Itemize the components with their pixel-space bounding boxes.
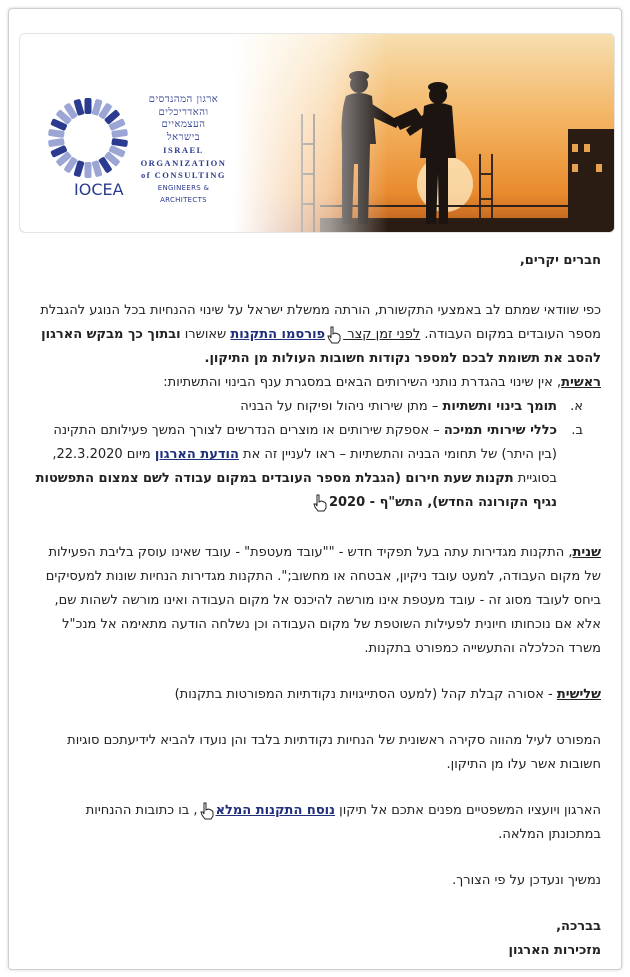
- list-item-text: מיום 22.3.2020, בסוגיית: [52, 447, 557, 486]
- list-item: [31, 395, 601, 419]
- hand-cursor-icon: [325, 326, 343, 344]
- first-label: ראשית: [561, 375, 601, 390]
- list-marker: א.: [570, 399, 583, 414]
- regulation-title-link[interactable]: תקנות שעת חירום (הגבלת מספר העובדים במקום עבודה לשם צמצום התפשטות נגיף הקורונה החדש), התש"ף - 2020: [35, 471, 557, 510]
- logo-ring-segment: [111, 129, 128, 138]
- logo-hebrew-line: ארגון המהנדסים: [148, 94, 219, 105]
- second-text: , התקנות מגדירות עתה בעל תפקיד חדש - ""עובד מעטפת" - עובד שאינו עוסק בליבת הפעילות של מקום העבודה, למעט עובד ניקיון, אבטחה או מחשוב;". התקנות מגדירות הנחיות שונות למעסיקים ביחס לעובד מסוג זה - עובד מעטפת אינו מורשה להיכנס אל מקום העבודה ואינו מורשה לשהות שם, אלא אם נוכחותו חיונית לפעילות השוטפת של מקום העבודה וכן נשלחה הודעה מתאימה אל מנכ"ל משרד הכלכלה והתעשייה כמפורט בתקנות.: [45, 545, 601, 656]
- list-item-title: תומך בינוי ותשתיות: [442, 399, 557, 414]
- second-label: שנית: [572, 545, 601, 560]
- logo-hebrew-line: העצמאיים: [161, 119, 206, 130]
- logo-english-line: ENGINEERS & ARCHITECTS: [157, 183, 210, 204]
- regulations-published-link[interactable]: פורסמו התקנות: [230, 327, 326, 342]
- logo-hebrew-line: בישראל: [166, 131, 201, 143]
- advisors-text: הארגון ויועציו המשפטיים מפנים אתכם אל תיקון: [335, 803, 601, 818]
- first-point: [31, 371, 601, 395]
- logo-hebrew-line: והאדריכלים: [158, 106, 209, 118]
- full-regulations-link[interactable]: נוסח התקנות המלא: [215, 803, 336, 818]
- first-text: , אין שינוי בהגדרת נותני השירותים הבאים במסגרת ענף הבינוי והתשתיות:: [163, 375, 562, 390]
- email-body: [31, 249, 601, 963]
- third-label: שלישית: [556, 687, 601, 702]
- summary-paragraph: המפורט לעיל מהווה סקירה ראשונית של הנחיות נקודתיות בלבד והן נועדו להביא לידיעתכם סוגיות חשובות אשר עלו מן התיקון.: [67, 733, 601, 772]
- logo-ring-segment: [48, 129, 65, 138]
- logo-ring-segment: [48, 138, 65, 147]
- advisors-text: , בו כתובות ההנחיות במתכונתן המלאה.: [85, 803, 601, 842]
- hand-cursor-icon: [198, 802, 216, 820]
- intro-text: שאושרו: [180, 327, 231, 342]
- followup-text: נמשיך ונעדכן על פי הצורך.: [452, 873, 601, 888]
- logo-english-line: ORGANIZATION: [140, 157, 227, 168]
- intro-paragraph: [31, 299, 601, 371]
- first-point-list: [31, 395, 601, 515]
- intro-text: כפי שוודאי שמתם לב באמצעי התקשורת, הורתה ממשלת ישראל על שינוי ההנחיות בכל הנוגע להגבלת מספר העובדים במקום העבודה.: [40, 303, 601, 342]
- logo-ring-segment: [111, 138, 128, 147]
- list-item-title: כללי שירותי תמיכה: [443, 423, 557, 438]
- closing-text: בברכה,: [556, 919, 601, 934]
- list-item-text: – אספקת שירותים או מוצרים הנדרשים לצורך המשך פעילותם התקינה (בין היתר) של תחומי הבניה והתשתיות – ראו לעניין זה את: [53, 423, 557, 462]
- logo-english-line: of CONSULTING: [140, 170, 227, 180]
- organization-notice-link[interactable]: הודעת הארגון: [154, 447, 239, 462]
- hand-cursor-icon: [311, 494, 329, 512]
- third-point: [31, 683, 601, 707]
- logo-english-line: ISRAEL: [163, 145, 204, 155]
- advisors-paragraph: [31, 799, 601, 847]
- logo-ring-graphic: [44, 94, 132, 182]
- third-text: - אסורה קבלת קהל (למעט הסתייגויות נקודתיות המפורטות בתקנות): [174, 687, 557, 702]
- iocea-logo: [44, 94, 234, 214]
- logo-abbreviation: IOCEA: [74, 180, 124, 199]
- second-point: [31, 541, 601, 661]
- logo-ring-segment: [85, 162, 92, 178]
- signature-text: מזכירות הארגון: [508, 943, 601, 958]
- list-marker: ב.: [571, 423, 583, 438]
- logo-text: [136, 94, 231, 207]
- greeting: חברים יקרים,: [519, 253, 601, 268]
- header-banner: [19, 33, 615, 233]
- list-item: [31, 419, 601, 515]
- list-item-text: – מתן שירותי ניהול ופיקוח על הבניה: [240, 399, 443, 414]
- email-frame: [8, 8, 622, 970]
- intro-text-underlined: לפני זמן קצר: [343, 327, 421, 342]
- intro-bold-text: ובתוך כך מבקש הארגון להסב את תשומת לבכם למספר נקודות חשובות העולות מן התיקון.: [41, 327, 601, 366]
- logo-ring-segment: [85, 98, 92, 114]
